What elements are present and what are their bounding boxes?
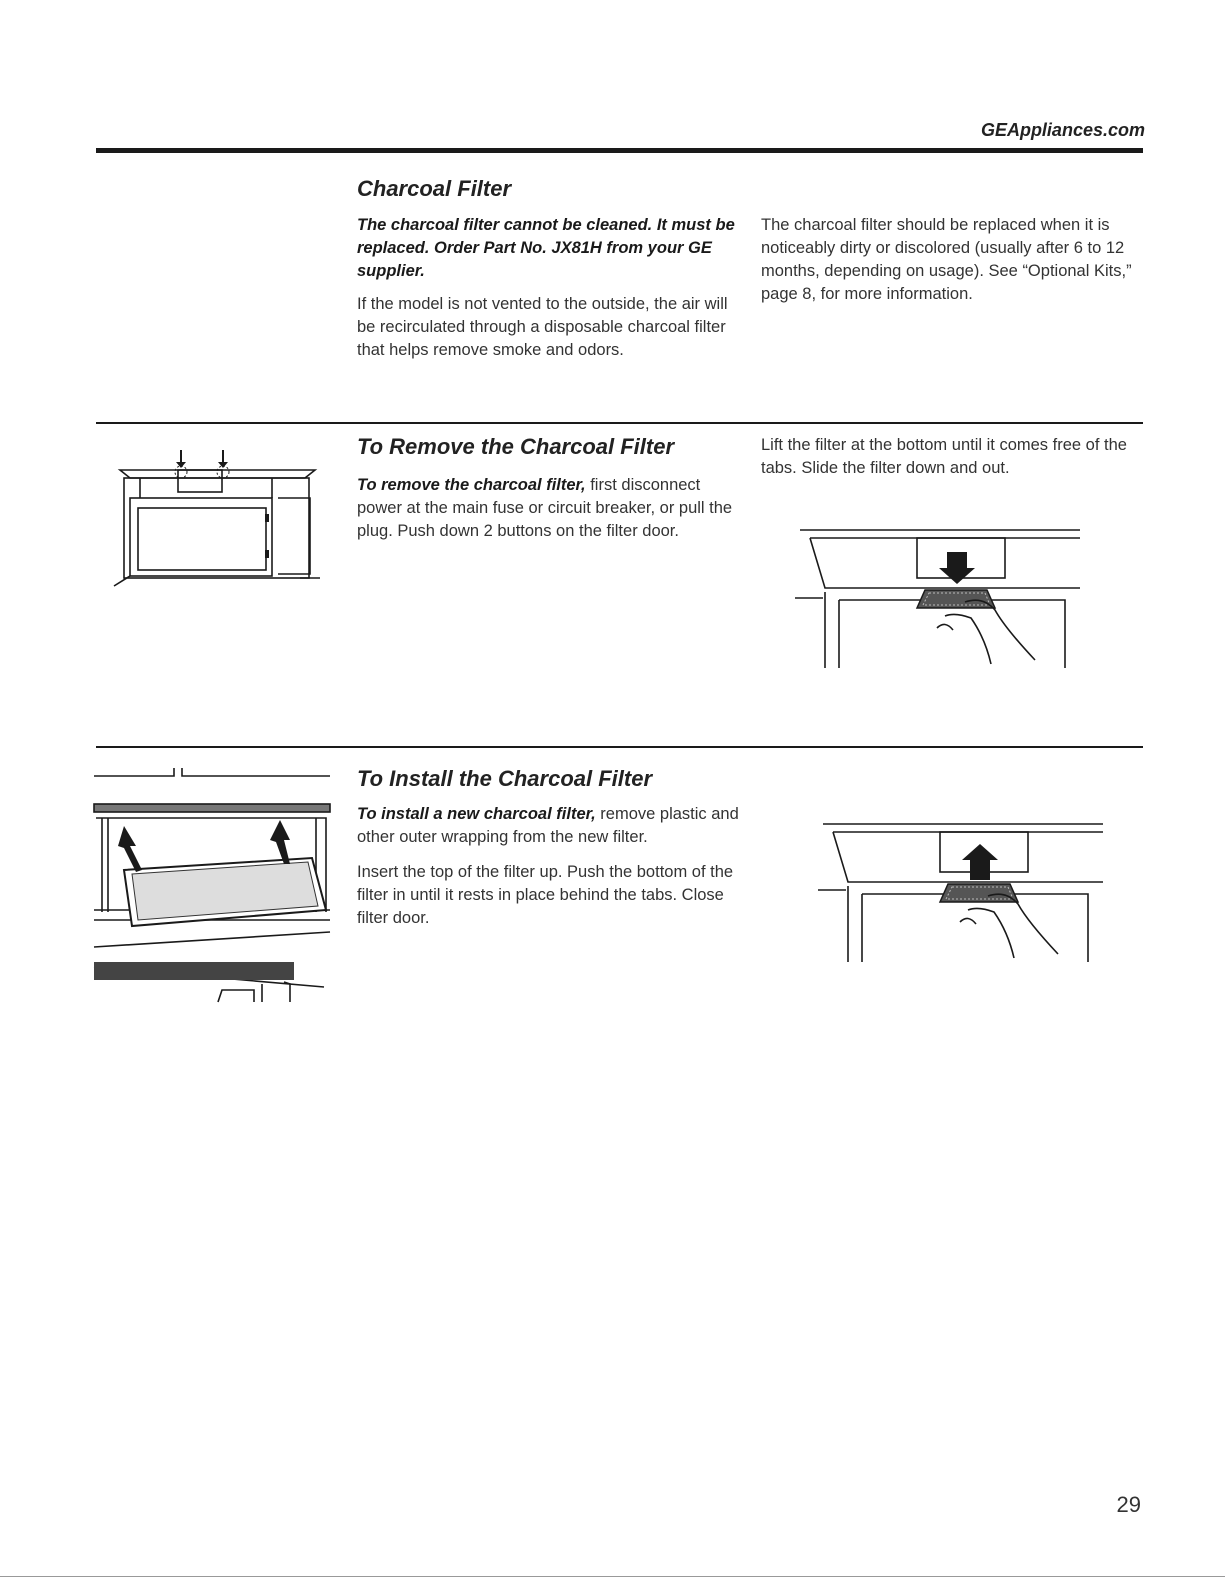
page-bottom-edge: [0, 1576, 1225, 1577]
vent-paragraph: If the model is not vented to the outside, the air will be recirculated through a disposable charcoal filter that helps remove smoke and odors.: [357, 295, 728, 359]
site-url: GEAppliances.com: [980, 120, 1145, 140]
lift-paragraph: Lift the filter at the bottom until it comes free of the tabs. Slide the filter down and out.: [761, 436, 1127, 477]
hand-icon: [937, 600, 1035, 664]
install-filter-illustration: [818, 814, 1108, 964]
filter-pad-icon: [124, 858, 326, 926]
up-arrow-icon: [270, 820, 290, 864]
remove-filter-illustration: [795, 520, 1085, 670]
replace-paragraph: The charcoal filter should be replaced when it is noticeably dirty or discolored (usually after 6 to 12 months, depending on usage). See “Optional Kits,” page 8, for more information.: [761, 216, 1132, 303]
install-lead: To install a new charcoal filter,: [357, 805, 596, 823]
section-divider-2: [96, 746, 1143, 748]
filter-pad-icon: [940, 884, 1018, 902]
up-arrow-icon: [962, 844, 998, 880]
install-closeup-illustration: [94, 762, 339, 1007]
up-arrow-icon: [118, 826, 142, 872]
down-arrow-icon: [939, 552, 975, 584]
remove-instructions: [357, 474, 742, 543]
install-text: remove plastic and other outer wrapping from the new filter.: [357, 805, 739, 846]
remove-lead: To remove the charcoal filter,: [357, 476, 586, 494]
install-instructions: [357, 803, 742, 849]
insert-paragraph: Insert the top of the filter up. Push the bottom of the filter in until it rests in place behind the tabs. Close filter door.: [357, 863, 734, 927]
warning-text: The charcoal filter cannot be cleaned. It must be replaced. Order Part No. JX81H from your GE supplier.: [357, 216, 735, 280]
hand-icon: [960, 894, 1058, 958]
section-title-charcoal-filter: Charcoal Filter: [357, 176, 512, 201]
header-rule: [96, 148, 1143, 153]
section-title-remove-filter: To Remove the Charcoal Filter: [357, 434, 675, 459]
page-number: 29: [1116, 1492, 1141, 1517]
filter-pad-icon: [917, 590, 995, 608]
remove-text: first disconnect power at the main fuse or circuit breaker, or pull the plug. Push down 2 buttons on the filter door.: [357, 476, 733, 540]
microwave-buttons-illustration: [110, 440, 325, 595]
section-divider: [96, 422, 1143, 424]
section-title-install-filter: To Install the Charcoal Filter: [357, 766, 653, 791]
